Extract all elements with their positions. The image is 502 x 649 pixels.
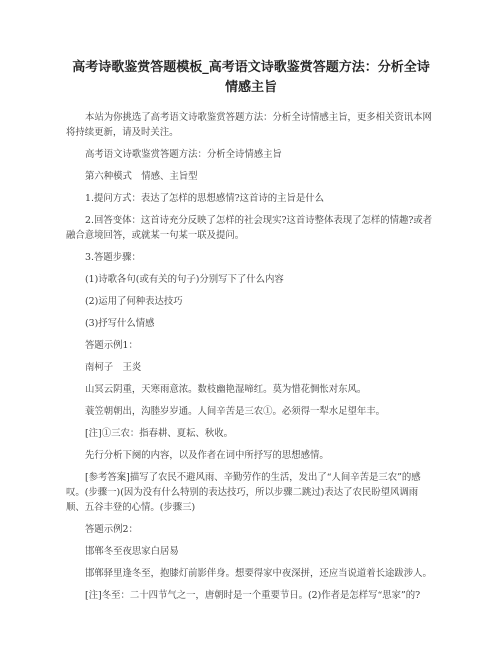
example-two-heading: 答题示例2： <box>85 524 138 535</box>
answer-variant: 2.回答变体：这首诗充分反映了怎样的社会现实?这首诗整体表现了怎样的情趣?或者融合意境回答，或就某一句某一联及提问。 <box>66 215 433 241</box>
section-heading: 高考语文诗歌鉴赏答题方法：分析全诗情感主旨 <box>85 149 282 160</box>
poem-title-one: 南柯子 王炎 <box>85 362 142 373</box>
mode-heading: 第六种模式 情感、主旨型 <box>85 171 198 182</box>
poem-two-lines: 邯郸驿里逢冬至，抱膝灯前影伴身。想要得家中夜深拼，还应当说道着长途跋涉人。 <box>85 568 432 579</box>
step-one: (1)诗歌各句(或有关的句子)分别写下了什么内容 <box>85 274 284 285</box>
example-one-heading: 答题示例1： <box>85 340 138 351</box>
poem-one-question: 先行分析下阕的内容，以及作者在词中所抒写的思想感情。 <box>85 450 329 461</box>
poem-title-two: 邯郸冬至夜思家白居易 <box>85 546 179 557</box>
question-form: 1.提问方式：表达了怎样的思想感情?这首诗的主旨是什么 <box>85 193 324 204</box>
poem-two-note: [注]冬至：二十四节气之一，唐朝时是一个重要节日。(2)作者是怎样写“思家”的? <box>85 590 421 601</box>
reference-answer: [参考答案]描写了农民不避风雨、辛勤劳作的生活，发出了“人间辛苦是三农”的感叹。(步骤一)(因为没有什么特别的表达技巧，所以步骤二跳过)表达了农民盼望风调雨顺、五谷丰登的心情。(步骤三) <box>66 472 421 513</box>
document-title: 高考诗歌鉴赏答题模板_高考语文诗歌鉴赏答题方法：分析全诗情感主旨 <box>72 60 430 95</box>
poem-one-stanza-two: 蓑笠朝朝出，沟塍岁岁通。人间辛苦是三农①。必须得一犁水足望年丰。 <box>85 406 386 417</box>
steps-heading: 3.答题步骤： <box>85 252 141 263</box>
poem-one-stanza-one: 山冥云阴重，天寒雨意浓。数枝幽艳湿啼红。莫为惜花惆怅对东风。 <box>85 384 367 395</box>
step-three: (3)抒写什么情感 <box>85 318 155 329</box>
poem-one-note: [注]①三农：指春耕、夏耘、秋收。 <box>85 428 233 439</box>
intro-paragraph: 本站为你挑选了高考语文诗歌鉴赏答题方法：分析全诗情感主旨，更多相关资讯本网将持续更新，请及时关注。 <box>66 112 432 138</box>
step-two: (2)运用了何种表达技巧 <box>85 296 183 307</box>
